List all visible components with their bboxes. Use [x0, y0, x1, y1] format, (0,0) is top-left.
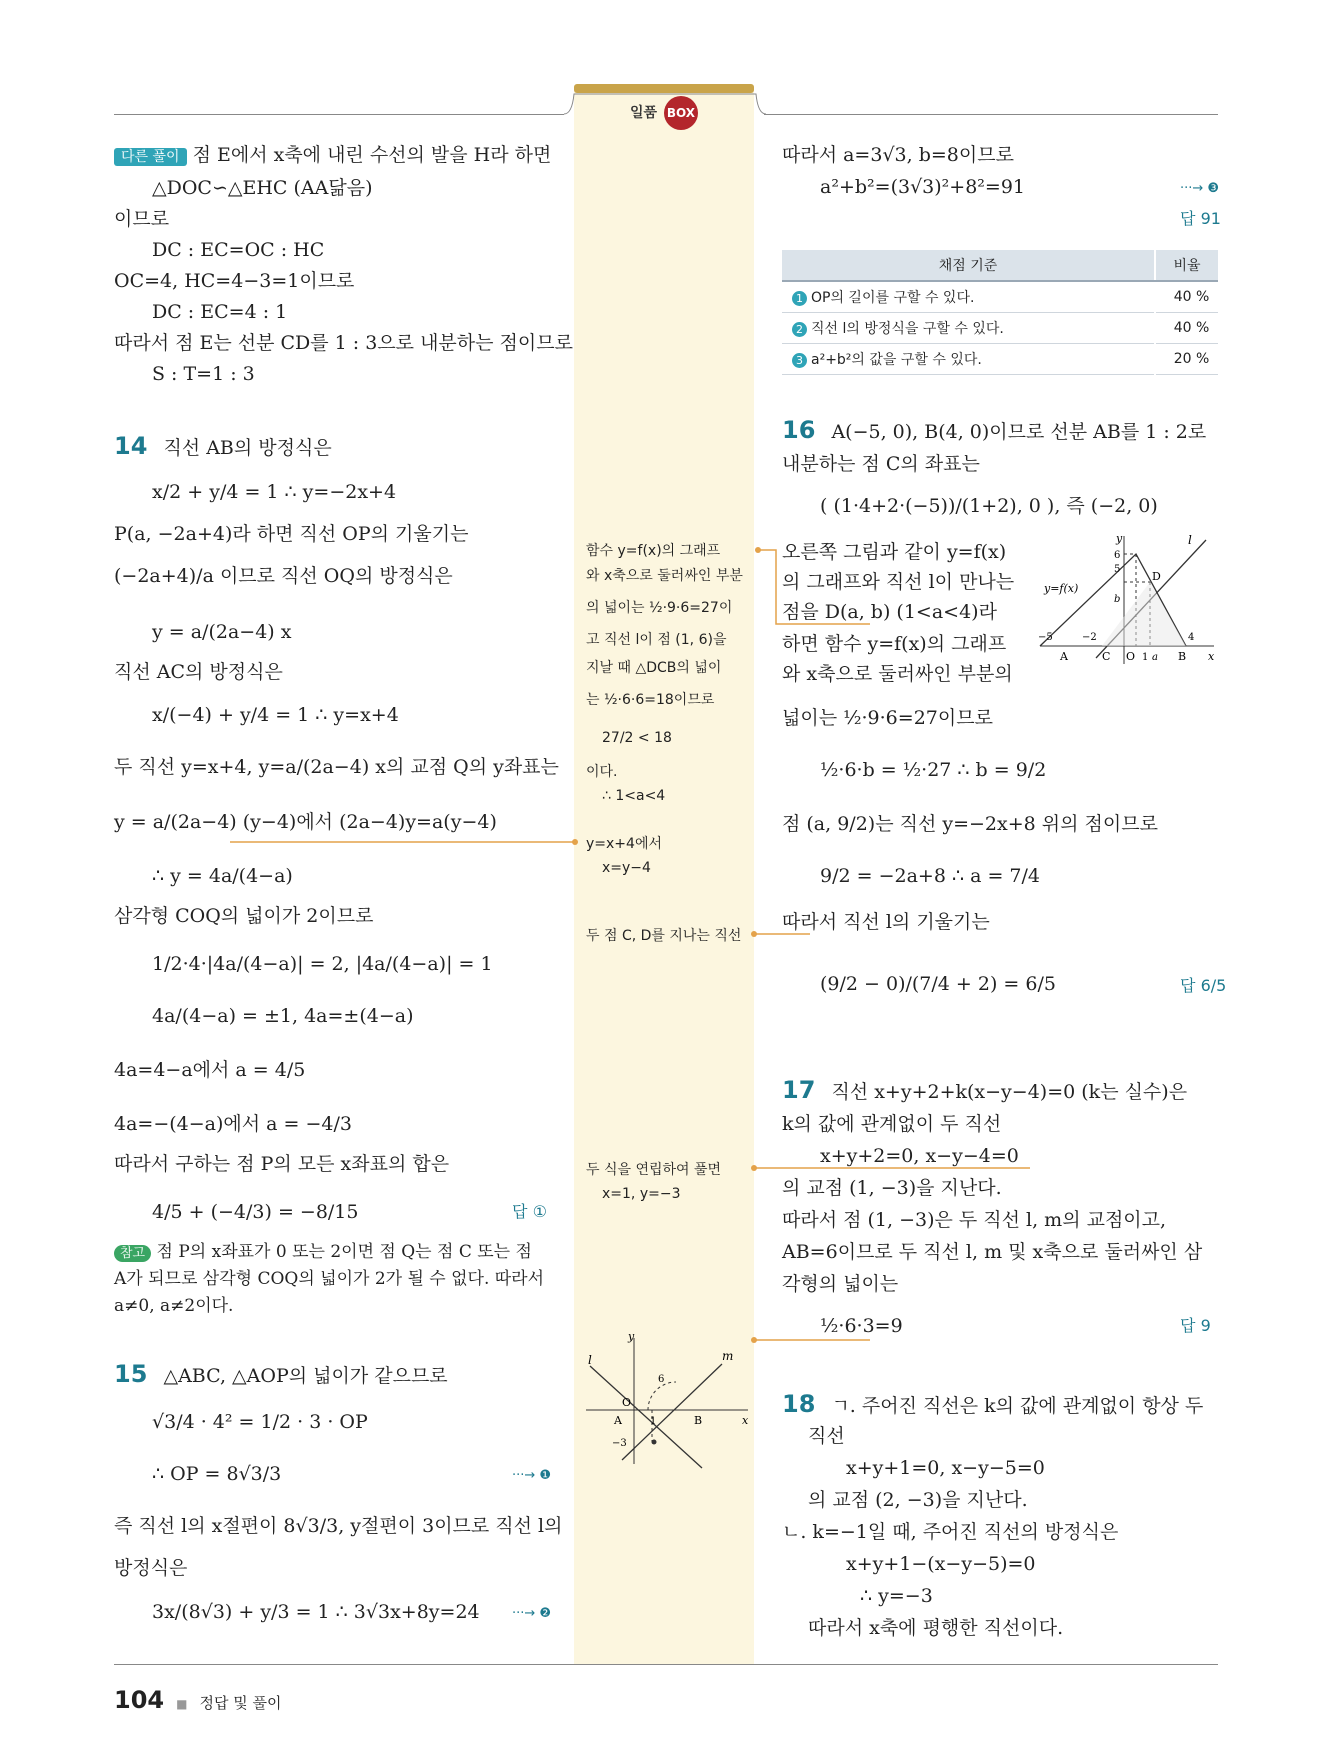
- p15-step2: ···→ ❷: [512, 1606, 552, 1621]
- p14-eq-y: ∴ y = 4a/(4−a): [152, 865, 293, 887]
- r-line2: a²+b²=(3√3)²+8²=91: [820, 176, 1026, 198]
- p18-eq-k: x+y+1−(x−y−5)=0: [846, 1553, 1036, 1575]
- p16-eq-c: ( (1·4+2·(−5))/(1+2), 0 ), 즉 (−2, 0): [820, 495, 1158, 517]
- p14-eq-ac: x/(−4) + y/4 = 1 ∴ y=x+4: [152, 704, 399, 726]
- p17-line7: 각형의 넓이는: [782, 1273, 899, 1295]
- r-line1: 따라서 a=3√3, b=8이므로: [782, 144, 1014, 166]
- g17-x: x: [742, 1414, 749, 1427]
- p18-line5: ㄴ. k=−1일 때, 주어진 직선의 방정식은: [782, 1521, 1119, 1543]
- p14-case1: 4a=4−a에서 a = 4/5: [114, 1059, 306, 1081]
- p14-answer-value: ①: [532, 1202, 547, 1221]
- p16-eq-slope: (9/2 − 0)/(7/4 + 2) = 6/5: [820, 973, 1056, 995]
- g16-four: 4: [1188, 632, 1195, 643]
- side-note-1-l7: 27/2 < 18: [602, 730, 672, 746]
- g17-m3: −3: [612, 1438, 627, 1449]
- p17-line6: AB=6이므로 두 직선 l, m 및 x축으로 둘러싸인 삼: [782, 1241, 1203, 1263]
- problem-17-heading: [782, 1078, 1187, 1104]
- grading-row: [782, 344, 1218, 375]
- g16-x: x: [1208, 650, 1215, 663]
- g16-fx: y=f(x): [1044, 582, 1079, 595]
- side-note-2-l1: y=x+4에서: [586, 836, 662, 852]
- p18-line2: 직선: [808, 1425, 845, 1447]
- side-note-1-l9: ∴ 1<a<4: [602, 788, 666, 804]
- p15-step1: ···→ ❶: [512, 1468, 552, 1483]
- side-note-1-l4: 고 직선 l이 점 (1, 6)을: [586, 632, 727, 648]
- p14-eq-pm: 4a/(4−a) = ±1, 4a=±(4−a): [152, 1005, 414, 1027]
- p16-line2: 내분하는 점 C의 좌표는: [782, 453, 980, 475]
- grading-row-ratio: 40 %: [1155, 281, 1218, 313]
- g17-six: 6: [658, 1374, 665, 1385]
- footer-label: 정답 및 풀이: [199, 1694, 282, 1712]
- p16-eq-b: ½·6·b = ½·27 ∴ b = 9/2: [820, 759, 1047, 781]
- side-note-2-l2: x=y−4: [602, 860, 651, 876]
- r-answer-value: 91: [1200, 209, 1221, 228]
- grading-row-criteria: 2 직선 l의 방정식을 구할 수 있다.: [782, 313, 1155, 344]
- g17-y: y: [628, 1330, 635, 1343]
- p14-line11: 삼각형 COQ의 넓이가 2이므로: [114, 905, 374, 927]
- grading-row-criteria: 1 OP의 길이를 구할 수 있다.: [782, 281, 1155, 313]
- problem-16-number: 16: [782, 416, 816, 444]
- g16-a-pt: A: [1060, 650, 1068, 663]
- p15-line5: 방정식은: [114, 1557, 188, 1579]
- note-badge: 참고: [114, 1245, 151, 1262]
- side-note-1-l1: 함수 y=f(x)의 그래프: [586, 543, 721, 559]
- side-note-1-l3: 의 넓이는 ½·9·6=27이: [586, 600, 733, 616]
- p15-eq-area: √3/4 · 4² = 1/2 · 3 · OP: [152, 1411, 368, 1433]
- p16-line6: 점을 D(a, b) (1<a<4)라: [782, 601, 997, 623]
- note-line3: a≠0, a≠2이다.: [114, 1296, 234, 1316]
- p18-line4: 의 교점 (2, −3)을 지난다.: [808, 1489, 1028, 1511]
- answer-icon: 답: [1180, 1316, 1196, 1335]
- problem-17-intro: 직선 x+y+2+k(x−y−4)=0 (k는 실수)은: [831, 1081, 1188, 1103]
- problem-18-number: 18: [782, 1390, 816, 1418]
- grading-row-ratio: 40 %: [1155, 313, 1218, 344]
- p16-line13: 따라서 직선 l의 기울기는: [782, 911, 990, 933]
- r-step3: ···→ ❸: [1180, 181, 1220, 196]
- problem-15-intro: △ABC, △AOP의 넓이가 같으므로: [163, 1365, 448, 1387]
- grading-header-criteria: 채점 기준: [782, 250, 1155, 281]
- p18-eq-y: ∴ y=−3: [860, 1585, 933, 1607]
- g16-a: a: [1152, 652, 1158, 663]
- problem-14-intro: 직선 AB의 방정식은: [163, 437, 332, 459]
- g16-b: b: [1114, 594, 1121, 605]
- side-note-1-l8: 이다.: [586, 764, 618, 780]
- p16-answer-value: 6/5: [1200, 976, 1227, 995]
- g17-a: A: [614, 1414, 622, 1427]
- problem-18-heading: [782, 1392, 1203, 1418]
- note-line2: A가 되므로 삼각형 COQ의 넓이가 2가 될 수 없다. 따라서: [114, 1269, 545, 1289]
- answer-icon: 답: [512, 1202, 528, 1221]
- g16-b-pt: B: [1178, 650, 1187, 663]
- p15-eq-line: 3x/(8√3) + y/3 = 1 ∴ 3√3x+8y=24: [152, 1601, 480, 1623]
- alt-line8: S : T=1 : 3: [152, 363, 255, 385]
- side-note-4-l2: x=1, y=−3: [602, 1186, 681, 1202]
- p16-line5: 의 그래프와 직선 l이 만나는: [782, 571, 1015, 593]
- grading-header-ratio: 비율: [1155, 250, 1218, 281]
- answer-icon: 답: [1180, 976, 1196, 995]
- p17-answer-value: 9: [1200, 1316, 1211, 1335]
- p14-line4: (−2a+4)/a 이므로 직선 OQ의 방정식은: [114, 565, 453, 587]
- p17-answer: [1180, 1314, 1211, 1338]
- grading-table-header: [782, 250, 1218, 281]
- g16-y: y: [1116, 532, 1123, 545]
- g16-l: l: [1188, 533, 1192, 547]
- g16-o: O: [1126, 650, 1136, 663]
- alt-line6: DC : EC=4 : 1: [152, 301, 288, 323]
- p16-line4: 오른쪽 그림과 같이 y=f(x): [782, 541, 1007, 563]
- p17-line4: 의 교점 (1, −3)을 지난다.: [782, 1177, 1002, 1199]
- problem-14-number: 14: [114, 432, 148, 460]
- problem-16-heading: [782, 418, 1206, 444]
- g16-m5: −5: [1038, 632, 1053, 643]
- problem-18-intro: ㄱ. 주어진 직선은 k의 값에 관계없이 항상 두: [831, 1395, 1204, 1417]
- brand-box-badge: BOX: [664, 96, 698, 130]
- p17-line5: 따라서 점 (1, −3)은 두 직선 l, m의 교점이고,: [782, 1209, 1167, 1231]
- side-note-4-l1: 두 식을 연립하여 풀면: [586, 1162, 722, 1178]
- grading-row: [782, 313, 1218, 344]
- p14-line3: P(a, −2a+4)라 하면 직선 OP의 기울기는: [114, 523, 469, 545]
- problem-17-number: 17: [782, 1076, 816, 1104]
- p14-line8: 두 직선 y=x+4, y=a/(2a−4) x의 교점 Q의 y좌표는: [114, 756, 559, 778]
- grading-row-ratio: 20 %: [1155, 344, 1218, 375]
- step1-marker: ❶: [539, 1468, 552, 1483]
- g17-l: l: [588, 1353, 592, 1367]
- p14-eq-oq: y = a/(2a−4) x: [152, 621, 292, 643]
- alt-solution-badge: 다른 풀이: [114, 148, 187, 166]
- p17-eq-lines: x+y+2=0, x−y−4=0: [820, 1145, 1019, 1167]
- g16-one: 1: [1142, 652, 1149, 663]
- problem-16-intro: A(−5, 0), B(4, 0)이므로 선분 AB를 1 : 2로: [831, 421, 1207, 443]
- p14-eq-q: y = a/(2a−4) (y−4)에서 (2a−4)y=a(y−4): [114, 811, 497, 833]
- page-number: 104: [114, 1686, 165, 1714]
- grading-table: [782, 250, 1218, 375]
- side-note-1-l2: 와 x축으로 둘러싸인 부분: [586, 568, 743, 584]
- side-note-1-l5: 지날 때 △DCB의 넓이: [586, 660, 722, 676]
- p16-line8: 와 x축으로 둘러싸인 부분의: [782, 663, 1013, 685]
- alt-line5: OC=4, HC=4−3=1이므로: [114, 270, 355, 292]
- p14-line6: 직선 AC의 방정식은: [114, 661, 283, 683]
- grading-row-criteria: 3 a²+b²의 값을 구할 수 있다.: [782, 344, 1155, 375]
- alt-line7: 따라서 점 E는 선분 CD를 1 : 3으로 내분하는 점이므로: [114, 332, 573, 354]
- answer-icon: 답: [1180, 209, 1196, 228]
- alt-line4: DC : EC=OC : HC: [152, 239, 325, 261]
- note-text1: 점 P의 x좌표가 0 또는 2이면 점 Q는 점 C 또는 점: [156, 1242, 532, 1262]
- g16-six: 6: [1114, 550, 1121, 561]
- p16-line11: 점 (a, 9/2)는 직선 y=−2x+8 위의 점이므로: [782, 813, 1158, 835]
- grading-row: [782, 281, 1218, 313]
- step2-marker: ❷: [539, 1606, 552, 1621]
- step3-marker: ❸: [1207, 181, 1220, 196]
- graph-16: [1038, 532, 1218, 668]
- g16-m2: −2: [1082, 632, 1097, 643]
- p17-line2: k의 값에 관계없이 두 직선: [782, 1113, 1002, 1135]
- p16-eq-a: 9/2 = −2a+8 ∴ a = 7/4: [820, 865, 1040, 887]
- p16-line7: 하면 함수 y=f(x)의 그래프: [782, 633, 1007, 655]
- alt-line2: △DOC∽△EHC (AA닮음): [152, 177, 373, 199]
- g17-b: B: [694, 1414, 703, 1427]
- p16-answer: [1180, 974, 1226, 998]
- p15-line4: 즉 직선 l의 x절편이 8√3/3, y절편이 3이므로 직선 l의: [114, 1515, 563, 1537]
- p14-line16: 따라서 구하는 점 P의 모든 x좌표의 합은: [114, 1153, 450, 1175]
- graph-17: [582, 1330, 754, 1470]
- g17-m: m: [722, 1349, 734, 1363]
- p14-eq-area: 1/2·4·|4a/(4−a)| = 2, |4a/(4−a)| = 1: [152, 953, 493, 975]
- problem-15-number: 15: [114, 1360, 148, 1388]
- g16-five: 5: [1114, 564, 1121, 575]
- g17-one: 1: [650, 1416, 657, 1427]
- p14-eq-ab: x/2 + y/4 = 1 ∴ y=−2x+4: [152, 481, 397, 503]
- footer-rule: [114, 1664, 1218, 1665]
- r-answer: [1180, 207, 1221, 231]
- g17-o: O: [622, 1396, 632, 1409]
- p15-eq-op: ∴ OP = 8√3/3: [152, 1463, 282, 1485]
- footer: [114, 1688, 282, 1716]
- side-note-1-l6: 는 ½·6·6=18이므로: [586, 692, 715, 708]
- alt-solution-text: 점 E에서 x축에 내린 수선의 발을 H라 하면: [192, 144, 552, 166]
- p18-line8: 따라서 x축에 평행한 직선이다.: [808, 1617, 1064, 1639]
- p18-eq-lines: x+y+1=0, x−y−5=0: [846, 1457, 1045, 1479]
- g16-c: C: [1102, 650, 1111, 663]
- p14-sum: 4/5 + (−4/3) = −8/15: [152, 1201, 359, 1223]
- side-note-3-l1: 두 점 C, D를 지나는 직선: [586, 928, 742, 944]
- p14-case2: 4a=−(4−a)에서 a = −4/3: [114, 1113, 352, 1135]
- g16-d: D: [1152, 570, 1161, 583]
- p16-line9: 넓이는 ½·9·6=27이므로: [782, 707, 993, 729]
- footer-bullet: ■: [176, 1697, 188, 1711]
- brand-left-text: 일품: [630, 105, 658, 121]
- p17-eq-area: ½·6·3=9: [820, 1315, 903, 1337]
- alt-line3: 이므로: [114, 208, 170, 230]
